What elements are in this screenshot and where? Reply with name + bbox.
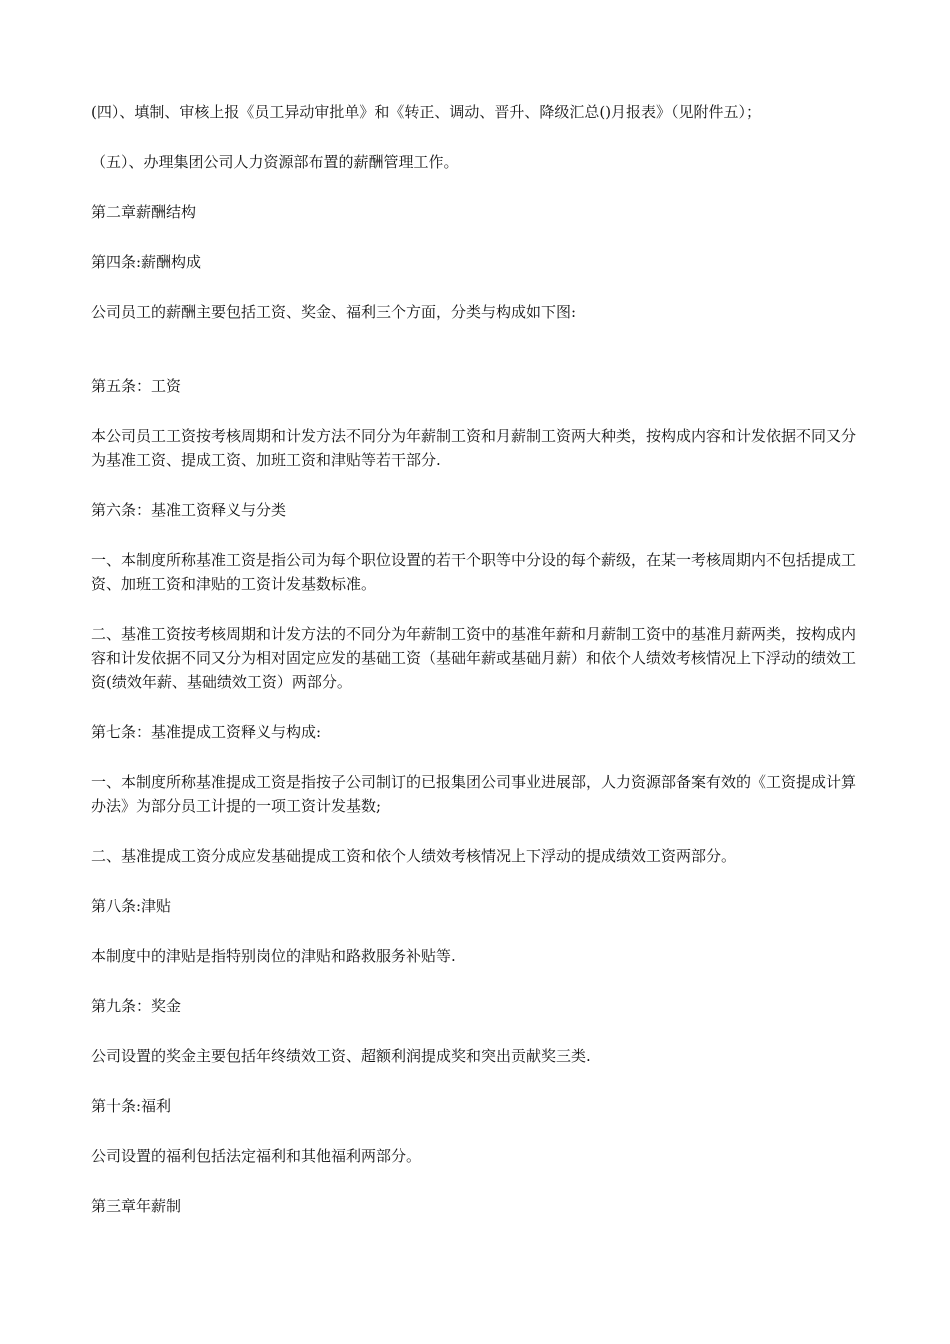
chapter-heading-3: 第三章年薪制 <box>91 1197 182 1215</box>
article-heading-7: 第七条：基准提成工资释义与构成: <box>91 723 322 741</box>
paragraph-allowance: 本制度中的津贴是指特别岗位的津贴和路救服务补贴等. <box>91 947 456 965</box>
paragraph-clause-5-duty: （五）、办理集团公司人力资源部布置的薪酬管理工作。 <box>91 153 459 171</box>
article-heading-6: 第六条：基准工资释义与分类 <box>91 501 287 519</box>
paragraph-base-wage-classification: 二、基准工资按考核周期和计发方法的不同分为年薪制工资中的基准年薪和月薪制工资中的基准月薪两类，按构成内容和计发依据不同又分为相对固定应发的基础工资（基础年薪或基础月薪）和依个人绩效考核情况上下浮动的绩效工资(绩效年薪、基础绩效工资）两部分。 <box>91 625 857 691</box>
article-heading-8: 第八条:津贴 <box>91 897 172 915</box>
paragraph-base-wage-definition: 一、本制度所称基准工资是指公司为每个职位设置的若干个职等中分设的每个薪级，在某一考核周期内不包括提成工资、加班工资和津贴的工资计发基数标准。 <box>91 551 857 593</box>
paragraph-bonus: 公司设置的奖金主要包括年终绩效工资、超额利润提成奖和突出贡献奖三类. <box>91 1047 591 1065</box>
article-heading-10: 第十条:福利 <box>91 1097 172 1115</box>
paragraph-wage-types: 本公司员工工资按考核周期和计发方法不同分为年薪制工资和月薪制工资两大种类，按构成内容和计发依据不同又分为基准工资、提成工资、加班工资和津贴等若干部分. <box>91 427 857 469</box>
paragraph-salary-composition: 公司员工的薪酬主要包括工资、奖金、福利三个方面，分类与构成如下图: <box>91 303 577 321</box>
paragraph-welfare: 公司设置的福利包括法定福利和其他福利两部分。 <box>91 1147 422 1165</box>
paragraph-commission-definition: 一、本制度所称基准提成工资是指按子公司制订的已报集团公司事业进展部，人力资源部备案有效的《工资提成计算办法》为部分员工计提的一项工资计发基数; <box>91 773 857 815</box>
article-heading-9: 第九条：奖金 <box>91 997 182 1015</box>
article-heading-5: 第五条：工资 <box>91 377 182 395</box>
paragraph-clause-4-duty: (四）、填制、审核上报《员工异动审批单》和《转正、调动、晋升、降级汇总()月报表》（见附件五）； <box>91 103 762 121</box>
article-heading-4: 第四条:薪酬构成 <box>91 253 202 271</box>
chapter-heading-2: 第二章薪酬结构 <box>91 203 197 221</box>
paragraph-commission-composition: 二、基准提成工资分成应发基础提成工资和依个人绩效考核情况上下浮动的提成绩效工资两部分。 <box>91 847 737 865</box>
